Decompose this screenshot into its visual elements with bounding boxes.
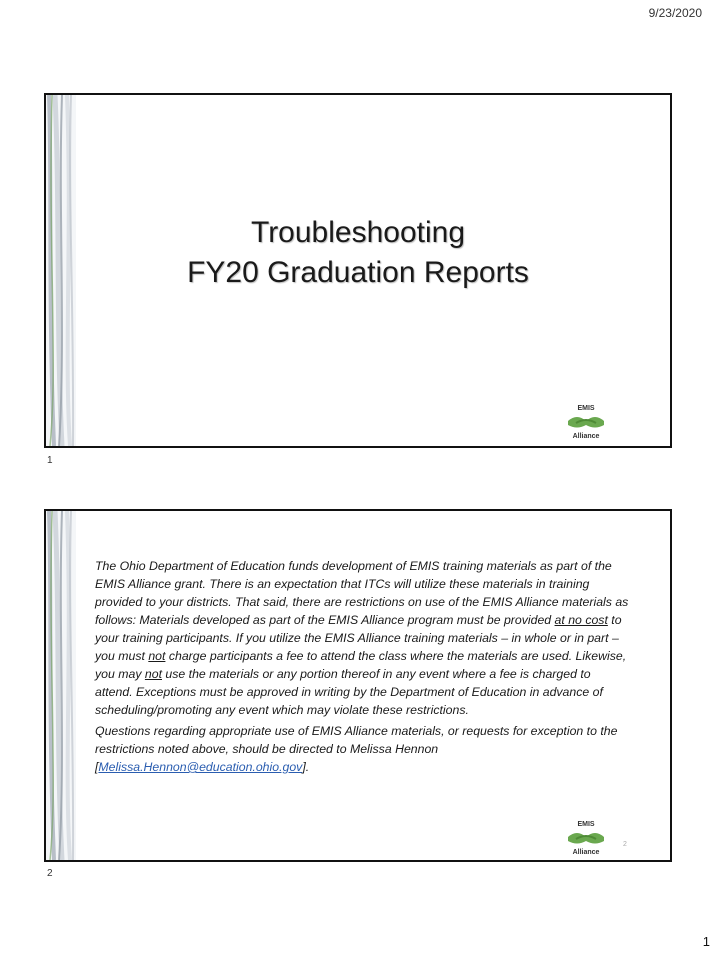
emis-alliance-logo-icon — [561, 400, 611, 442]
notice-paragraph-1 — [95, 557, 631, 719]
logo-bottom-text: Alliance — [572, 433, 600, 440]
notice-paragraph-2 — [95, 722, 631, 776]
page-number: 1 — [702, 934, 710, 949]
emphasis-not: not — [144, 667, 162, 681]
notice-text: ]. — [302, 760, 310, 774]
notice-text: use the materials or any portion thereof in any event where a fee is charged to attend. Exceptions must be approved in writing by the Department of Education in advance of scheduling/promoting any event which may violate these restrictions. — [95, 667, 603, 717]
title-line-1: Troubleshooting — [250, 216, 466, 249]
notice-text: The Ohio Department of Education funds development of EMIS training materials as part of the EMIS Alliance grant. There is an expectation that ITCs will utilize these materials in training provided to your districts. That said, there are restrictions on use of the EMIS Alliance materials as follows: Materials developed as part of the EMIS Alliance program must be provided — [95, 559, 629, 627]
title-line-2: FY20 Graduation Reports — [187, 256, 529, 289]
emphasis-not: not — [148, 649, 166, 663]
slide-title — [46, 213, 670, 293]
slide-1 — [44, 93, 672, 448]
print-date: 9/23/2020 — [648, 6, 702, 20]
logo-top-text: EMIS — [577, 405, 595, 412]
inner-slide-number: 2 — [623, 841, 627, 848]
slide-2 — [44, 509, 672, 862]
notice-text: Questions regarding appropriate use of EMIS Alliance materials, or requests for exception to the restrictions noted above, should be directed to Melissa Hennon [ — [95, 724, 618, 774]
handshake-icon — [567, 828, 605, 848]
logo-bottom-text: Alliance — [572, 849, 600, 856]
usage-notice — [95, 557, 631, 779]
emis-alliance-logo-icon — [561, 816, 611, 858]
decorative-stripes-icon — [46, 511, 76, 860]
emphasis-no-cost: at no cost — [554, 613, 608, 627]
handshake-icon — [567, 412, 605, 432]
notice-text: charge participants a fee to attend the class where the materials are used. Likewise, you may — [95, 649, 627, 681]
email-link[interactable]: Melissa.Hennon@education.ohio.gov — [98, 760, 303, 774]
notice-text: to your training participants. If you utilize the EMIS Alliance training materials – in whole or in part – you must — [95, 613, 622, 663]
logo-top-text: EMIS — [577, 821, 595, 828]
slide-number-2: 2 — [47, 868, 53, 879]
slide-number-1: 1 — [47, 455, 53, 466]
